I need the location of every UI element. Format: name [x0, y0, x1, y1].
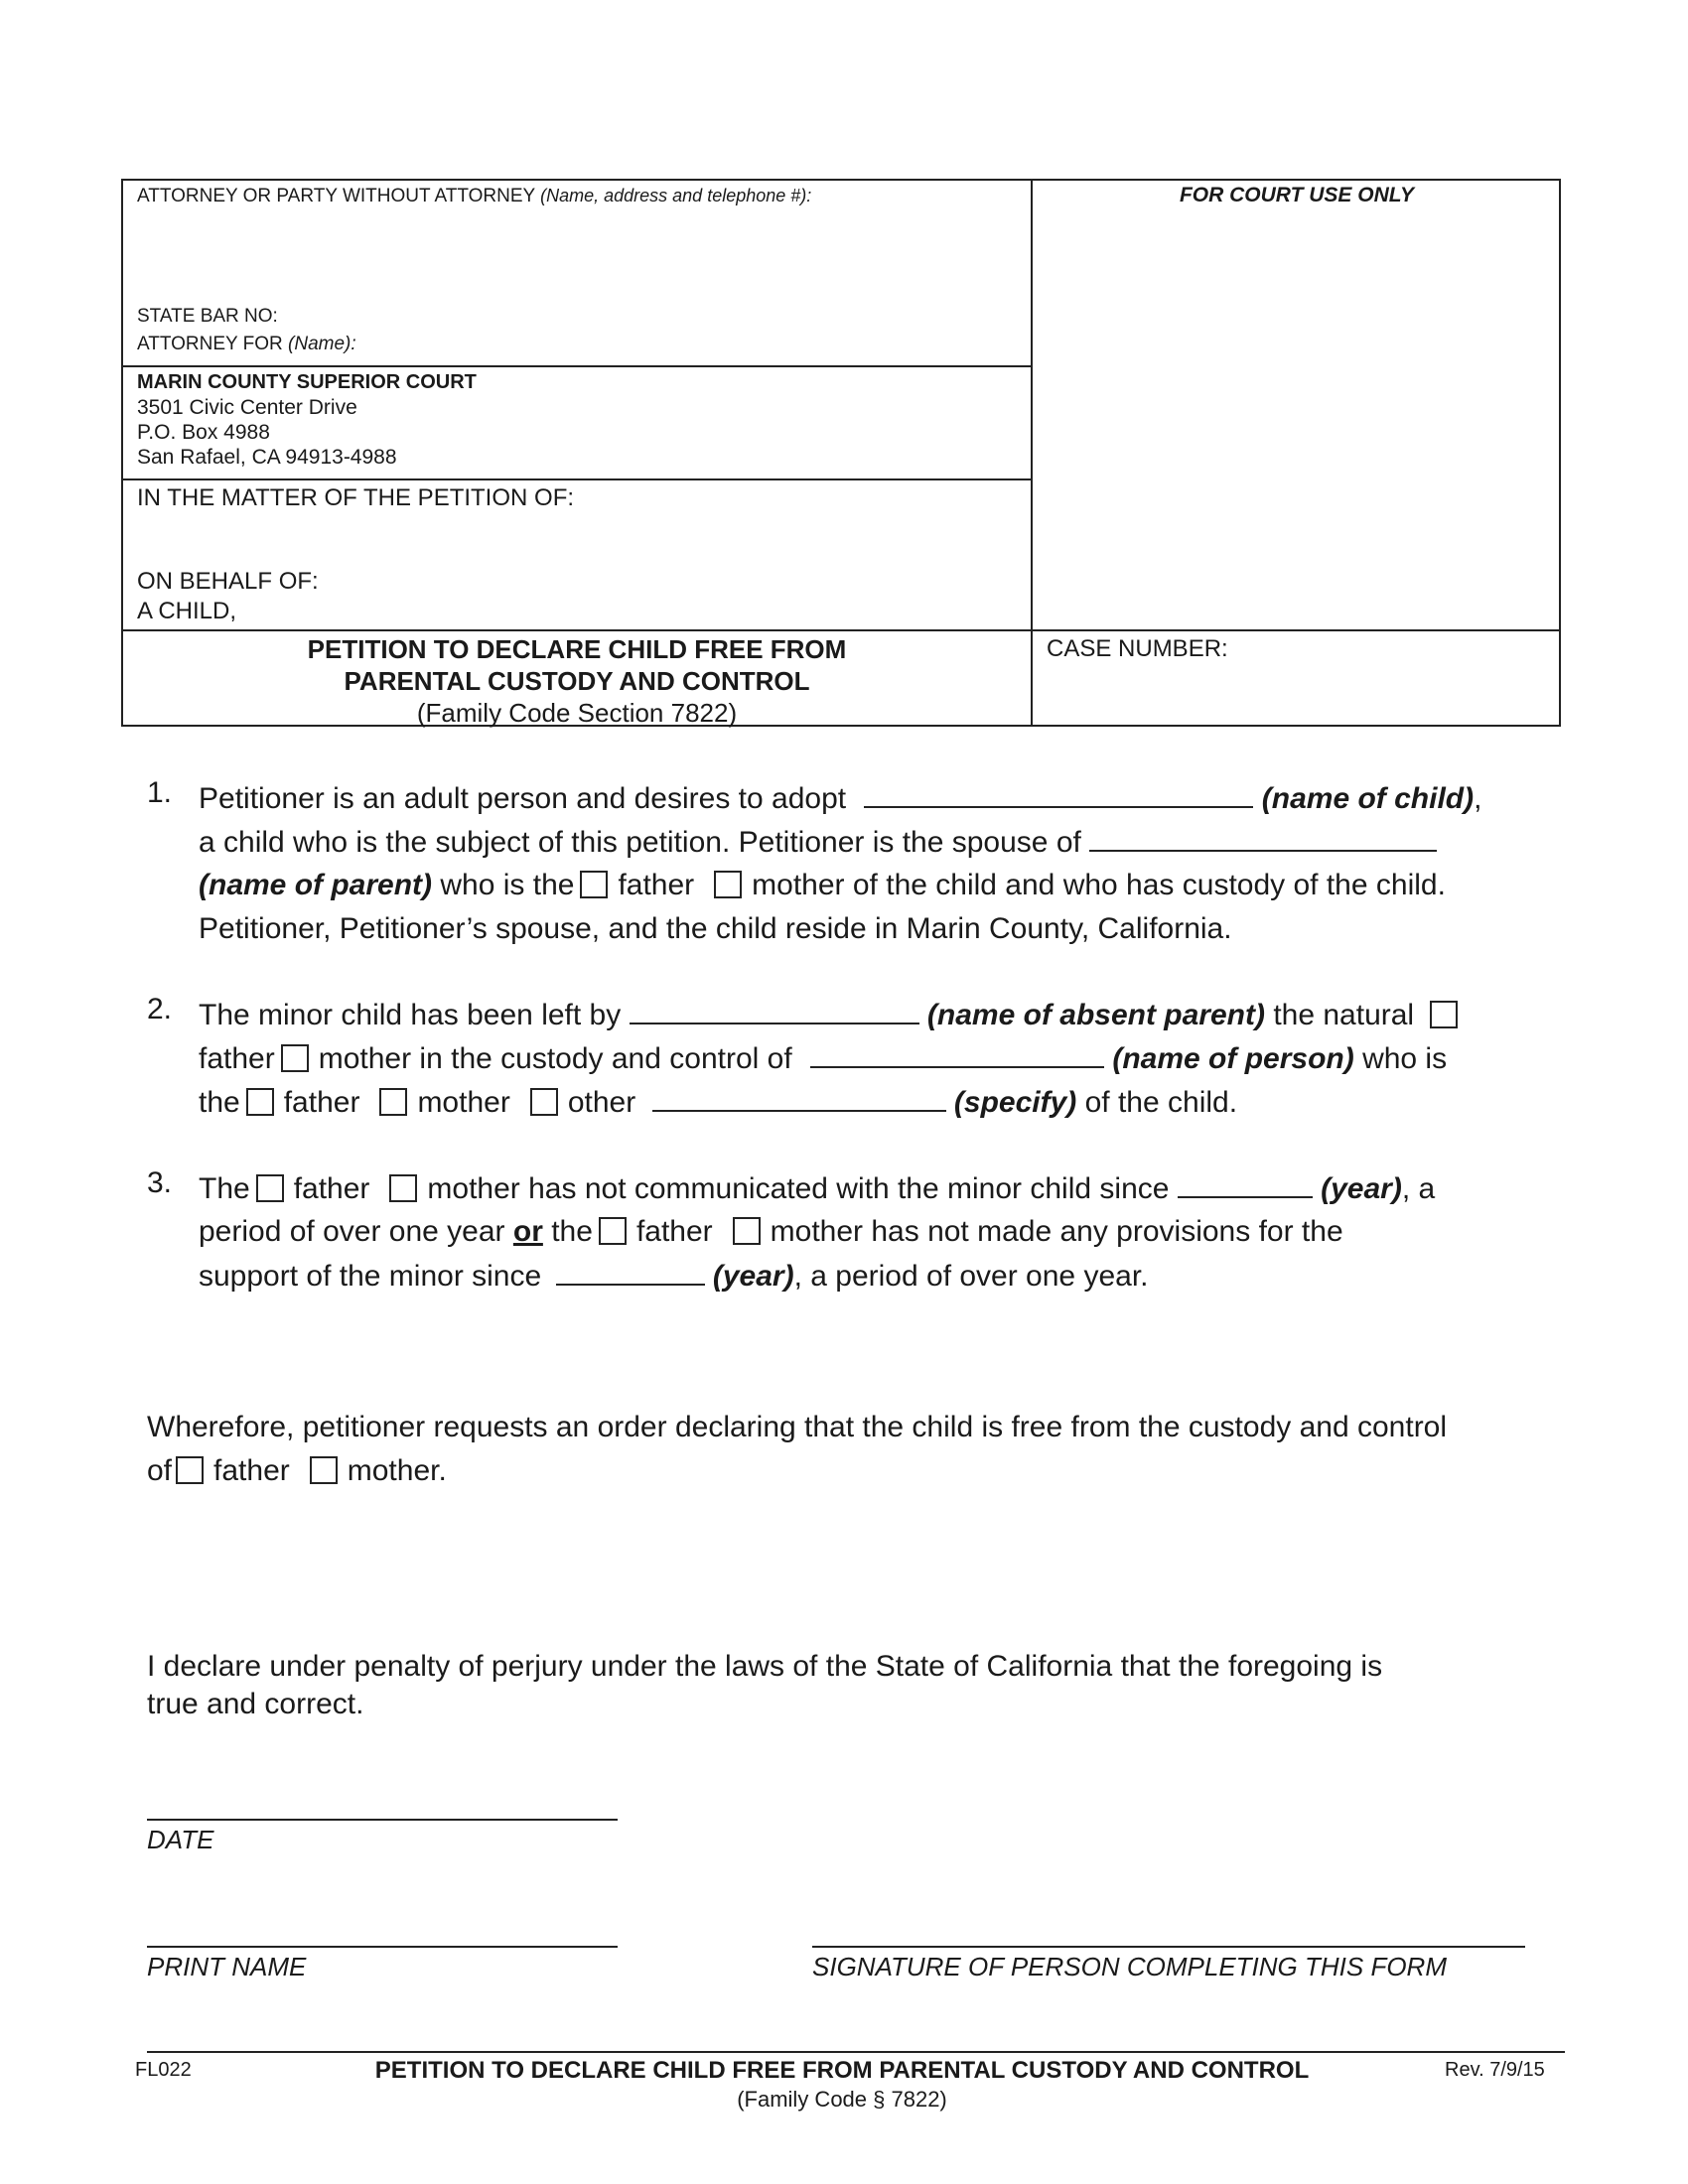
item-3-text-e: mother has not made any provisions for the: [770, 1215, 1343, 1248]
wherefore-father-label: father: [213, 1454, 290, 1487]
item-1-text-d: a child who is the subject of this petition. Petitioner is the spouse of: [199, 826, 1081, 859]
wherefore-mother-checkbox[interactable]: [310, 1456, 338, 1484]
item-2-natural-mother-checkbox[interactable]: [281, 1044, 309, 1072]
case-number-label: CASE NUMBER:: [1047, 635, 1228, 662]
wherefore: [147, 1406, 1447, 1493]
wherefore-father-checkbox[interactable]: [176, 1456, 204, 1484]
title-line-1: PETITION TO DECLARE CHILD FREE FROM: [307, 634, 847, 664]
item-3-support-mother-checkbox[interactable]: [733, 1217, 761, 1245]
row-divider-1: [123, 365, 1031, 367]
caption-table: [121, 179, 1561, 727]
court-name: MARIN COUNTY SUPERIOR COURT: [137, 371, 477, 393]
form-id: FL022: [135, 2059, 192, 2081]
print-name-label: PRINT NAME: [147, 1952, 307, 1981]
item-2-line-1: [199, 993, 1468, 1036]
title-line-3: (Family Code Section 7822): [416, 698, 738, 728]
declaration-line-2: true and correct.: [147, 1688, 364, 1720]
item-2-father-label: father: [199, 1042, 275, 1075]
other-specify-field[interactable]: [652, 1080, 946, 1112]
item-1-line-4: [199, 907, 1481, 951]
print-name-line[interactable]: [147, 1946, 618, 1948]
court-address-3: San Rafael, CA 94913-4988: [137, 446, 397, 469]
item-2-natural-father-checkbox[interactable]: [1430, 1001, 1458, 1028]
item-1-child-hint: (name of child): [1261, 782, 1475, 815]
item-2-custodian-father-checkbox[interactable]: [246, 1088, 274, 1116]
item-1-parent-hint: (name of parent): [199, 869, 433, 901]
attorney-label-row: [137, 183, 811, 209]
form-title: [123, 633, 1031, 729]
communication-year-field[interactable]: [1178, 1166, 1313, 1198]
court-address-1: 3501 Civic Center Drive: [137, 396, 357, 419]
footer-rule: [147, 2051, 1565, 2053]
wherefore-line-2: [147, 1449, 1447, 1493]
item-3-number: 3.: [147, 1166, 173, 1199]
item-3-support-father-checkbox[interactable]: [599, 1217, 627, 1245]
date-label: DATE: [147, 1825, 214, 1854]
item-1-text-a: Petitioner is an adult person and desires to adopt: [199, 782, 847, 815]
item-2-text-f: who is: [1362, 1042, 1448, 1075]
item-3-father-checkbox[interactable]: [256, 1174, 284, 1202]
item-1-mother-checkbox[interactable]: [714, 871, 742, 898]
attorney-for-row: [137, 332, 356, 357]
row-divider-3: [123, 629, 1561, 631]
item-2-text-c: the natural: [1273, 999, 1415, 1031]
item-1-text-h: Petitioner, Petitioner’s spouse, and the child reside in Marin County, California.: [199, 912, 1232, 945]
item-2-person-hint: (name of person): [1112, 1042, 1354, 1075]
title-line-2: PARENTAL CUSTODY AND CONTROL: [344, 666, 810, 696]
item-3-line-3: [199, 1254, 1435, 1297]
item-1-line-1: [199, 776, 1481, 820]
item-3-year-hint-1: (year): [1321, 1172, 1402, 1205]
attorney-for-label: ATTORNEY FOR: [137, 334, 283, 354]
item-2-mother-label: mother: [417, 1086, 510, 1119]
item-2-custodian-mother-checkbox[interactable]: [379, 1088, 407, 1116]
wherefore-of: of: [147, 1454, 173, 1487]
item-3-year-hint-2: (year): [712, 1260, 794, 1293]
attorney-label: ATTORNEY OR PARTY WITHOUT ATTORNEY: [137, 186, 535, 206]
item-3-text-d: period of over one year: [199, 1215, 505, 1248]
caption-divider: [1031, 181, 1033, 725]
item-3-or: or: [512, 1215, 543, 1248]
item-2-the: the: [199, 1086, 240, 1119]
item-1-text-f: who is the: [440, 869, 575, 901]
item-2-father2-label: father: [283, 1086, 360, 1119]
item-1-line-2: [199, 820, 1481, 864]
item-2-absent-hint: (name of absent parent): [926, 999, 1265, 1031]
item-2-text-d: mother in the custody and control of: [318, 1042, 792, 1075]
item-3-text-h: , a period of over one year.: [793, 1260, 1149, 1293]
item-2-other-label: other: [567, 1086, 636, 1119]
parent-name-field[interactable]: [1089, 820, 1437, 852]
custodian-name-field[interactable]: [810, 1036, 1104, 1068]
court-address-2: P.O. Box 4988: [137, 421, 270, 444]
item-2-number: 2.: [147, 993, 173, 1025]
item-2: [199, 993, 1468, 1124]
item-3-mother-checkbox[interactable]: [389, 1174, 417, 1202]
row-divider-2: [123, 478, 1031, 480]
footer-title: PETITION TO DECLARE CHILD FREE FROM PARENTAL CUSTODY AND CONTROL: [374, 2057, 1310, 2084]
item-3-father2-label: father: [635, 1215, 713, 1248]
item-1-comma: ,: [1474, 782, 1482, 815]
item-1-father-label: father: [618, 869, 695, 901]
item-2-text-a: The minor child has been left by: [199, 999, 622, 1031]
attorney-for-hint: (Name):: [288, 334, 356, 354]
child-name-field[interactable]: [864, 776, 1253, 808]
item-1-number: 1.: [147, 776, 173, 809]
signature-label: SIGNATURE OF PERSON COMPLETING THIS FORM: [812, 1952, 1447, 1981]
declaration-line-1: I declare under penalty of perjury under the laws of the State of California that the foregoing is: [147, 1650, 1383, 1683]
item-1-father-checkbox[interactable]: [580, 871, 608, 898]
item-3-text-c: , a: [1401, 1172, 1436, 1205]
footer-code: (Family Code § 7822): [737, 2087, 947, 2112]
declaration: [147, 1648, 1382, 1723]
item-3-text-f: support of the minor since: [199, 1260, 542, 1293]
item-2-line-3: [199, 1080, 1468, 1124]
item-3-line-1: [199, 1166, 1435, 1210]
a-child-label: A CHILD,: [137, 598, 237, 624]
item-2-text-h: of the child.: [1084, 1086, 1238, 1119]
item-3-text-a: mother has not communicated with the minor child since: [427, 1172, 1170, 1205]
state-bar-label: STATE BAR NO:: [137, 306, 278, 327]
signature-line[interactable]: [812, 1946, 1525, 1948]
item-3: [199, 1166, 1435, 1297]
support-year-field[interactable]: [556, 1254, 705, 1286]
item-1-text-g: mother of the child and who has custody of the child.: [752, 869, 1446, 901]
item-3-the2: the: [551, 1215, 593, 1248]
item-1-line-3: [199, 864, 1481, 907]
item-3-the: The: [199, 1172, 250, 1205]
revision-date: Rev. 7/9/15: [1445, 2059, 1545, 2081]
date-line[interactable]: [147, 1819, 618, 1821]
wherefore-mother-label: mother.: [347, 1454, 447, 1487]
matter-of-label: IN THE MATTER OF THE PETITION OF:: [137, 484, 575, 511]
wherefore-line-1: Wherefore, petitioner requests an order declaring that the child is free from the custody and control: [147, 1411, 1448, 1443]
court-use-label: FOR COURT USE ONLY: [1179, 184, 1415, 206]
item-2-specify-hint: (specify): [953, 1086, 1077, 1119]
item-3-line-2: [199, 1210, 1435, 1254]
item-2-line-2: [199, 1036, 1468, 1080]
item-1: [199, 776, 1481, 951]
attorney-hint: (Name, address and telephone #):: [540, 186, 812, 205]
item-2-custodian-other-checkbox[interactable]: [530, 1088, 558, 1116]
on-behalf-of-label: ON BEHALF OF:: [137, 568, 319, 595]
item-3-father-label: father: [293, 1172, 370, 1205]
absent-parent-field[interactable]: [630, 993, 919, 1024]
